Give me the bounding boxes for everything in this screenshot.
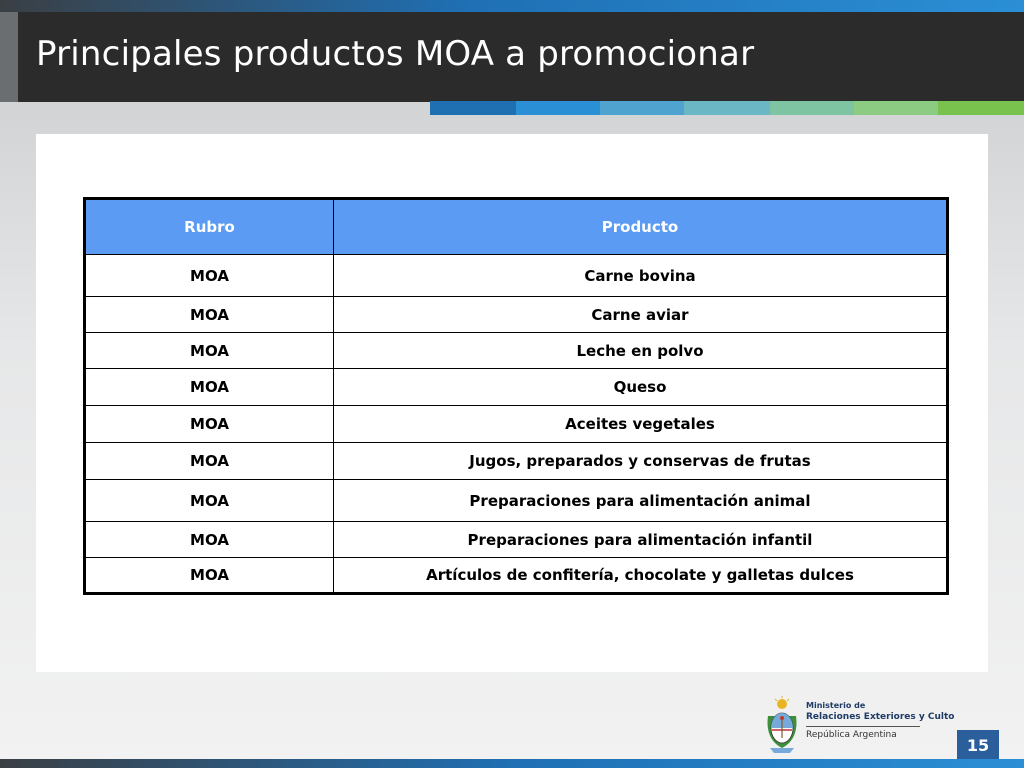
- table-row: [85, 522, 948, 558]
- producto-cell: Queso: [334, 369, 948, 406]
- table-header-row: [85, 199, 948, 255]
- logo-divider: [806, 726, 920, 727]
- producto-cell: Preparaciones para alimentación infantil: [334, 522, 948, 558]
- argentina-coat-of-arms-icon: [762, 696, 802, 754]
- products-table: [83, 197, 949, 595]
- producto-cell: Artículos de confitería, chocolate y galletas dulces: [334, 558, 948, 594]
- table-row: [85, 558, 948, 594]
- logo-line-republica: República Argentina: [806, 730, 897, 740]
- table-row: [85, 369, 948, 406]
- producto-cell: Carne aviar: [334, 297, 948, 333]
- accent-segment-1: [430, 101, 516, 115]
- page-number: 15: [957, 730, 999, 762]
- producto-cell: Carne bovina: [334, 255, 948, 297]
- producto-cell: Aceites vegetales: [334, 406, 948, 443]
- producto-cell: Leche en polvo: [334, 333, 948, 369]
- accent-segment-7: [938, 101, 1024, 115]
- accent-segment-4: [684, 101, 770, 115]
- table-row: [85, 255, 948, 297]
- slide-title: Principales productos MOA a promocionar: [36, 34, 755, 74]
- ministry-logo: [762, 696, 955, 754]
- logo-line-relaciones: Relaciones Exteriores y Culto: [806, 712, 955, 722]
- table-row: [85, 443, 948, 480]
- table-row: [85, 480, 948, 522]
- rubro-cell: MOA: [85, 255, 334, 297]
- table-row: [85, 406, 948, 443]
- rubro-cell: MOA: [85, 369, 334, 406]
- column-header-rubro: Rubro: [85, 199, 334, 255]
- rubro-cell: MOA: [85, 333, 334, 369]
- bottom-accent-strip: [0, 759, 1024, 768]
- column-header-producto: Producto: [334, 199, 948, 255]
- rubro-cell: MOA: [85, 480, 334, 522]
- rubro-cell: MOA: [85, 558, 334, 594]
- header-side-block: [0, 12, 18, 102]
- top-accent-strip: [0, 0, 1024, 12]
- table-row: [85, 333, 948, 369]
- rubro-cell: MOA: [85, 297, 334, 333]
- accent-segment-5: [770, 101, 854, 115]
- rubro-cell: MOA: [85, 522, 334, 558]
- logo-line-ministerio: Ministerio de: [806, 701, 866, 710]
- accent-segment-2: [516, 101, 600, 115]
- table-row: [85, 297, 948, 333]
- rubro-cell: MOA: [85, 406, 334, 443]
- rubro-cell: MOA: [85, 443, 334, 480]
- accent-segment-3: [600, 101, 684, 115]
- producto-cell: Preparaciones para alimentación animal: [334, 480, 948, 522]
- producto-cell: Jugos, preparados y conservas de frutas: [334, 443, 948, 480]
- accent-segment-6: [854, 101, 938, 115]
